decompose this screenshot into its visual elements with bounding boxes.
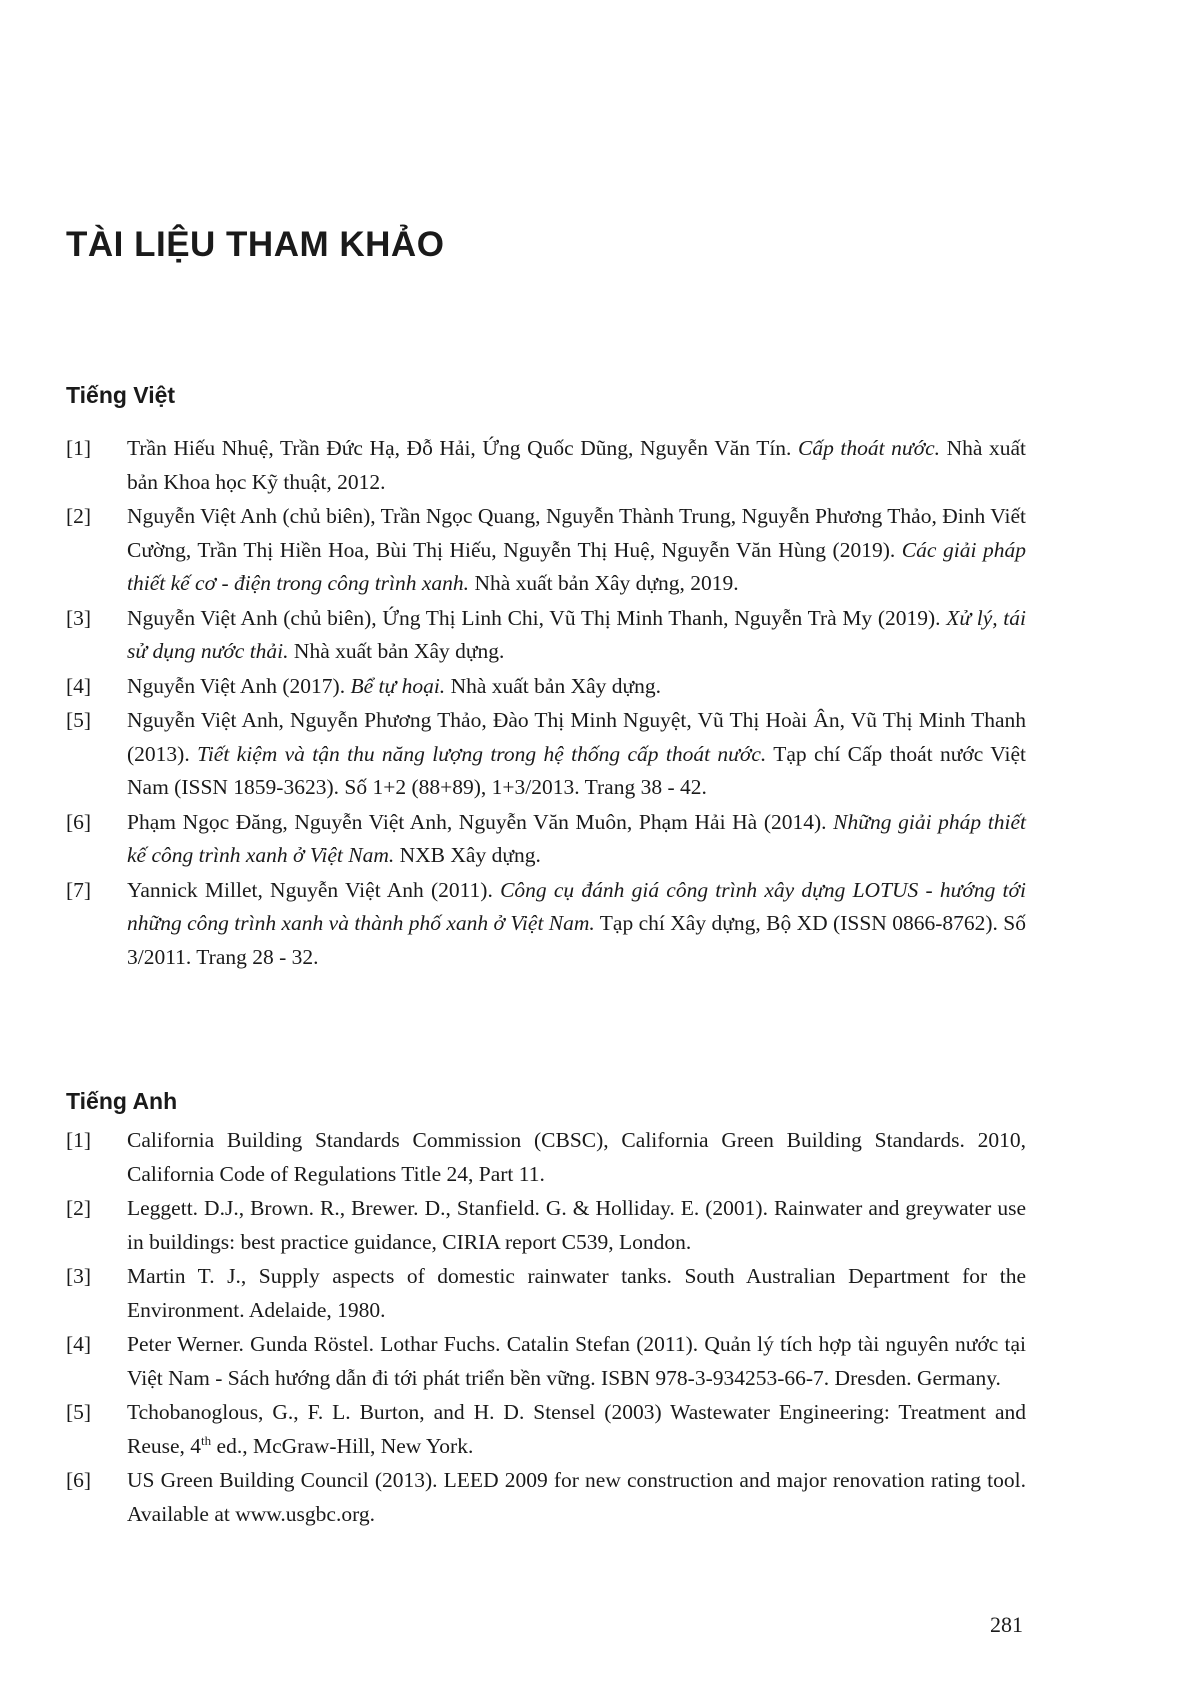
reference-text: ed., McGraw-Hill, New York. [211,1433,474,1458]
reference-item [66,1192,1026,1259]
reference-item [66,602,1026,669]
reference-item [66,1464,1026,1531]
reference-text: Nguyễn Việt Anh (chủ biên), Trần Ngọc Quang, Nguyễn Thành Trung, Nguyễn Phương Thảo, Đinh Viết Cường, Trần Thị Hiền Hoa, Bùi Thị Hiếu, Nguyễn Thị Huệ, Nguyễn Văn Hùng (2019). [127,504,1026,562]
reference-number: [3] [66,605,92,630]
reference-text: Trần Hiếu Nhuệ, Trần Đức Hạ, Đỗ Hải, Ứng Quốc Dũng, Nguyễn Văn Tín. [127,436,798,460]
reference-item [66,1260,1026,1327]
reference-number: [1] [66,1128,92,1152]
reference-title: Cấp thoát nước. [798,436,941,460]
section-heading-english: Tiếng Anh [66,1088,178,1114]
reference-text: Yannick Millet, Nguyễn Việt Anh (2011). [127,877,501,902]
reference-title: Xử lý, tái sử dụng nước thải. [127,605,1027,663]
reference-number: [3] [66,1264,92,1288]
reference-text: Martin T. J., Supply aspects of domestic rainwater tanks. South Australian Department for the Environment. Adelaide, 1980. [127,1264,1026,1322]
reference-number: [4] [66,1332,92,1356]
reference-number: [5] [66,1400,92,1424]
reference-text: Nhà xuất bản Xây dựng. [445,673,662,698]
reference-text: NXB Xây dựng. [394,843,541,867]
reference-number: [6] [66,1468,92,1492]
reference-item [66,874,1026,975]
reference-item [66,1396,1026,1463]
page-title: TÀI LIỆU THAM KHẢO [66,225,445,264]
reference-title: Tiết kiệm và tận thu năng lượng trong hệ thống cấp thoát nước. [197,741,767,766]
reference-text: Tạp chí Cấp thoát nước Việt Nam (ISSN 1859-3623). Số 1+2 (88+89), 1+3/2013. Trang 38 - 42. [127,741,1027,799]
reference-text: US Green Building Council (2013). LEED 2009 for new construction and major renovation rating tool. Available at www.usgbc.org. [127,1468,1026,1526]
reference-number: [2] [66,504,92,528]
reference-text: Nguyễn Việt Anh (chủ biên), Ứng Thị Linh Chi, Vũ Thị Minh Thanh, Nguyễn Trà My (2019). [127,605,947,630]
reference-title: Các giải pháp thiết kế cơ - điện trong công trình xanh. [127,537,1026,595]
reference-item [66,1328,1026,1395]
reference-item [66,670,1026,704]
reference-text: Peter Werner. Gunda Röstel. Lothar Fuchs. Catalin Stefan (2011). Quản lý tích hợp tài nguyên nước tại Việt Nam - Sách hướng dẫn đi tới phát triển bền vững. ISBN 978-3-934253-66-7. Dresden. Germany. [127,1332,1026,1390]
reference-title: Công cụ đánh giá công trình xây dựng LOTUS - hướng tới những công trình xanh và thành phố xanh ở Việt Nam. [127,877,1026,935]
reference-list-vietnamese [66,432,1026,975]
reference-text: California Building Standards Commission (CBSC), California Green Building Standards. 2010, California Code of Regulations Title 24, Part 11. [127,1128,1026,1186]
reference-number: [6] [66,809,92,834]
reference-title: Những giải pháp thiết kế công trình xanh ở Việt Nam. [127,809,1026,867]
reference-text: Phạm Ngọc Đăng, Nguyễn Việt Anh, Nguyễn Văn Muôn, Phạm Hải Hà (2014). [127,809,834,834]
reference-item [66,806,1026,873]
reference-number: [4] [66,673,92,698]
reference-text: Nguyễn Việt Anh (2017). [127,673,351,698]
reference-list-english [66,1124,1026,1532]
reference-text: Nhà xuất bản Xây dựng, 2019. [469,571,739,595]
reference-text: Nguyễn Việt Anh, Nguyễn Phương Thảo, Đào Thị Minh Nguyệt, Vũ Thị Hoài Ân, Vũ Thị Minh Thanh (2013). [127,708,1026,766]
reference-title: Bể tự hoại. [350,673,446,698]
reference-item [66,704,1026,805]
reference-number: [2] [66,1196,92,1220]
reference-item [66,1124,1026,1191]
reference-superscript: th [201,1432,212,1448]
reference-text: Nhà xuất bản Khoa học Kỹ thuật, 2012. [127,436,1026,494]
reference-number: [5] [66,708,92,732]
page-number: 281 [990,1612,1023,1637]
reference-item [66,500,1026,601]
section-heading-vietnamese: Tiếng Việt [66,382,176,408]
reference-number: [7] [66,877,92,902]
reference-item [66,432,1026,499]
reference-text: Tạp chí Xây dựng, Bộ XD (ISSN 0866-8762). Số 3/2011. Trang 28 - 32. [127,911,1026,969]
reference-text: Tchobanoglous, G., F. L. Burton, and H. D. Stensel (2003) Wastewater Engineering: Treatment and Reuse, 4 [127,1400,1026,1458]
reference-text: Nhà xuất bản Xây dựng. [288,639,505,663]
reference-text: Leggett. D.J., Brown. R., Brewer. D., Stanfield. G. & Holliday. E. (2001). Rainwater and greywater use in buildings: best practice guidance, CIRIA report C539, London. [127,1196,1026,1254]
reference-number: [1] [66,436,92,460]
